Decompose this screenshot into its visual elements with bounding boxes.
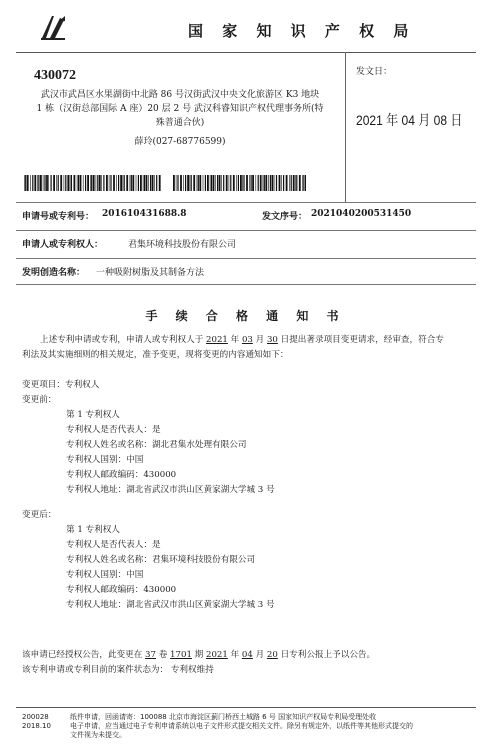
before-postcode: 专利权人邮政编码：430000 — [66, 470, 177, 480]
request-month: 03 — [241, 335, 253, 345]
header — [0, 0, 491, 50]
recipient-contact: 薛玲(027-68776599) — [134, 137, 226, 147]
after-label: 变更后： — [22, 510, 57, 520]
form-code: 200028 — [22, 713, 49, 721]
publication-month-unit: 月 — [252, 650, 267, 660]
cnipa-logo-icon — [38, 12, 68, 42]
intro-text-pre: 上述专利申请或专利，申请人或专利权人于 — [40, 335, 207, 345]
invention-row — [16, 258, 476, 282]
publication-text-post: 日专利公报上予以公告。 — [277, 650, 376, 660]
agency-title: 国 家 知 识 产 权 局 — [188, 22, 416, 40]
footer-notice — [70, 713, 480, 740]
invention-label: 发明创造名称： — [22, 268, 86, 278]
fields-bottom-divider — [16, 284, 476, 285]
publication-volume-unit: 卷 — [155, 650, 171, 660]
before-representative: 专利权人是否代表人：是 — [66, 425, 161, 435]
form-version: 2018.10 — [22, 722, 51, 730]
before-country: 专利权人国别：中国 — [66, 455, 144, 465]
applicant-row — [16, 230, 476, 254]
applicant-label: 申请人或专利权人： — [22, 240, 104, 250]
address-line-3: 殊普通合伙) — [155, 118, 205, 128]
footer-line-1: 纸件申请，回函请寄：100088 北京市海淀区蓟门桥西土城路 6 号 国家知识产权局专利局受理处收 — [70, 713, 377, 721]
publication-year-unit: 年 — [227, 650, 242, 660]
application-number-row — [16, 202, 476, 226]
after-postcode: 专利权人邮政编码：430000 — [66, 585, 177, 595]
after-address: 专利权人地址：湖北省武汉市洪山区黄家湖大学城 3 号 — [66, 600, 275, 610]
issue-date-label: 发文日： — [356, 67, 393, 77]
address-line-2: 1 栋（汉街总部国际 A 座）20 层 2 号 武汉科睿知识产权代理事务所(特 — [36, 104, 324, 114]
invention-value: 一种吸附树脂及其制备方法 — [96, 268, 205, 278]
publication-month: 04 — [241, 650, 253, 660]
serial-number-value: 2021040200531450 — [311, 209, 412, 219]
footer-line-2: 电子申请，应当通过电子专利申请系统以电子文件形式提交相关文件。除另有规定外，以纸件等其他形式提交的 — [70, 722, 413, 730]
before-name: 专利权人姓名或名称：湖北君集水处理有限公司 — [66, 440, 247, 450]
intro-paragraph — [22, 333, 474, 347]
publication-text-pre: 该申请已经授权公告，此变更在 — [22, 650, 146, 660]
recipient-address — [30, 88, 330, 130]
gazette-volume: 37 — [145, 650, 156, 660]
after-item: 第 1 专利权人 — [66, 525, 120, 535]
intro-text-month-unit: 月 — [252, 335, 267, 345]
intro-text-post: 日提出著录项目变更请求，经审查，符合专 — [277, 335, 444, 345]
footer-divider — [16, 707, 476, 708]
application-number-label: 申请号或专利号： — [22, 212, 95, 222]
barcode-2-icon — [173, 175, 306, 191]
before-label: 变更前： — [22, 395, 57, 405]
case-status: 该专利申请或专利目前的案件状态为： 专利权维持 — [22, 665, 214, 675]
barcode-1-icon — [24, 175, 161, 191]
application-number-value: 201610431688.8 — [102, 209, 187, 219]
after-country: 专利权人国别：中国 — [66, 570, 144, 580]
serial-number-label: 发文序号： — [262, 212, 308, 222]
publication-day: 20 — [266, 650, 278, 660]
before-item: 第 1 专利权人 — [66, 410, 120, 420]
issue-date-value: 2021 年 04 月 08 日 — [356, 112, 463, 128]
before-address: 专利权人地址：湖北省武汉市洪山区黄家湖大学城 3 号 — [66, 485, 275, 495]
intro-paragraph-line-2: 利法及其实施细则的相关规定，准予变更，现将变更的内容通知如下： — [22, 350, 289, 360]
after-name: 专利权人姓名或名称：君集环境科技股份有限公司 — [66, 555, 256, 565]
change-item: 变更项目：专利权人 — [22, 380, 100, 390]
recipient-postcode: 430072 — [34, 68, 76, 83]
after-representative: 专利权人是否代表人：是 — [66, 540, 161, 550]
intro-text-year-unit: 年 — [227, 335, 242, 345]
gazette-issue: 1701 — [170, 650, 192, 660]
request-year: 2021 — [206, 335, 228, 345]
publication-year: 2021 — [205, 650, 228, 660]
publication-issue-unit: 期 — [191, 650, 206, 660]
footer-line-3: 文件视为未提交。 — [70, 731, 126, 739]
publication-notice — [22, 648, 375, 660]
applicant-value: 君集环境科技股份有限公司 — [128, 240, 237, 250]
address-line-1: 武汉市武昌区水果湖街中北路 86 号汉街武汉中央文化旅游区 K3 地块 — [40, 90, 320, 100]
notice-title: 手 续 合 格 通 知 书 — [145, 309, 346, 323]
request-day: 30 — [266, 335, 278, 345]
